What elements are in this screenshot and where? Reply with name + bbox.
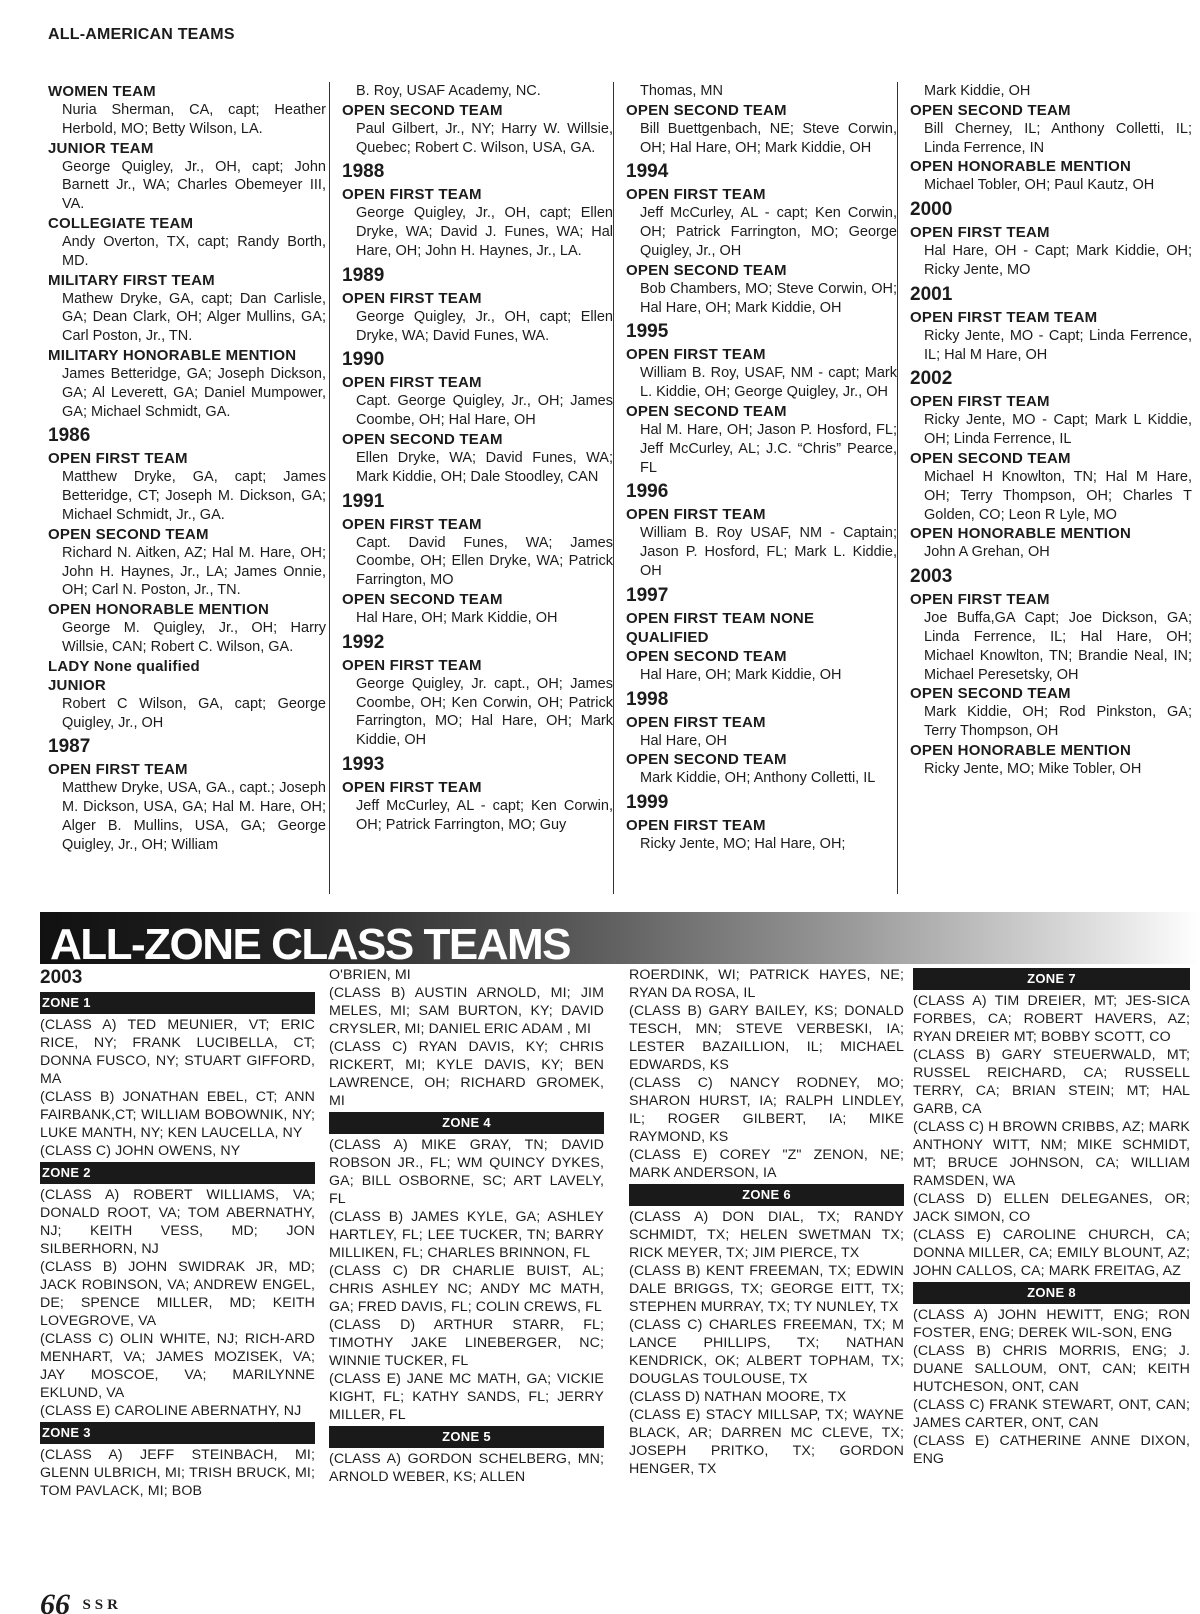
year-heading: 2000 [910, 199, 953, 221]
team-heading: OPEN FIRST TEAM [342, 186, 482, 204]
class-entry: (CLASS A) ROBERT WILLIAMS, VA; DONALD ROOT, VA; TOM ABERNATHY, NJ; KEITH VESS, MD; JON SILBERHORN, NJ [40, 1187, 315, 1257]
class-entry: (CLASS B) GARY STEUERWALD, MT; RUSSEL REICHARD, CA; RUSSELL TERRY, CA; BRIAN STEIN; MT; HAL GARB, CA [913, 1047, 1190, 1117]
team-members: Bill Cherney, IL; Anthony Colletti, IL; Linda Ferrence, IN [924, 120, 1192, 156]
all-zone-columns [40, 966, 1192, 1556]
team-members: Hal Hare, OH; Mark Kiddie, OH [640, 666, 842, 683]
team-members: George Quigley, Jr. capt., OH; James Coombe, OH; Ken Corwin, OH; Patrick Farrington, MO; Hal Hare, OH; Mark Kiddie, OH [356, 675, 613, 749]
class-entry: (CLASS A) TIM DREIER, MT; JES-SICA FORBES, CA; ROBERT HAVERS, AZ; RYAN DREIER MT; BOBBY SCOTT, CO [913, 993, 1190, 1045]
team-heading: OPEN SECOND TEAM [626, 261, 787, 279]
team-heading: OPEN SECOND TEAM [910, 101, 1071, 119]
team-members: Hal M. Hare, OH; Jason P. Hosford, FL; Jeff McCurley, AL; J.C. “Chris” Pearce, FL [640, 421, 897, 476]
team-heading: OPEN FIRST TEAM [626, 713, 766, 731]
team-members: Matthew Dryke, USA, GA., capt.; Joseph M. Dickson, USA, GA; Hal M. Hare, OH; Alger B. Mullins, USA, GA; George Quigley, Jr., OH; William [62, 780, 326, 853]
team-members: Ricky Jente, MO - Capt; Mark L Kiddie, OH; Linda Ferrence, IL [924, 412, 1192, 448]
class-entry: (CLASS D) ELLEN DELEGANES, OR; JACK SIMON, CO [913, 1191, 1190, 1225]
year-heading: 1987 [48, 736, 91, 758]
team-members: George Quigley, Jr., OH, capt; Ellen Dryke, WA; David Funes, WA. [356, 308, 613, 344]
class-entry: (CLASS B) JONATHAN EBEL, CT; ANN FAIRBANK,CT; WILLIAM BOBOWNIK, NY; LUKE MANTH, NY; KEN LAUCELLA, NY [40, 1089, 315, 1141]
class-entry: (CLASS D) NATHAN MOORE, TX [629, 1389, 847, 1405]
team-heading: OPEN HONORABLE MENTION [48, 601, 270, 619]
team-heading: COLLEGIATE TEAM [48, 214, 194, 232]
year-heading: 1998 [626, 688, 669, 710]
zone-header: ZONE 1 [40, 992, 315, 1014]
team-members: Michael Tobler, OH; Paul Kautz, OH [924, 177, 1155, 194]
zone-header: ZONE 6 [629, 1184, 904, 1206]
team-members: Ellen Dryke, WA; David Funes, WA; Mark Kiddie, OH; Dale Stoodley, CAN [356, 449, 613, 485]
zone-column-1 [40, 966, 315, 1556]
team-members: Nuria Sherman, CA, capt; Heather Herbold, MO; Betty Wilson, LA. [62, 102, 326, 137]
team-heading: OPEN SECOND TEAM [342, 101, 503, 119]
year-heading: 2003 [40, 967, 83, 988]
class-entry: (CLASS C) DR CHARLIE BUIST, AL; CHRIS ASHLEY NC; ANDY MC MATH, GA; FRED DAVIS, FL; COLIN CREWS, FL [329, 1263, 604, 1315]
class-entry: (CLASS C) RYAN DAVIS, KY; CHRIS RICKERT, MI; KYLE DAVIS, KY; BEN LAWRENCE, OH; RICHARD GROMEK, MI [329, 1039, 604, 1109]
team-heading: OPEN FIRST TEAM [48, 761, 188, 779]
page-number: 66 [40, 1588, 70, 1614]
zone-header: ZONE 2 [40, 1162, 315, 1184]
year-heading: 1999 [626, 792, 669, 814]
team-heading: OPEN FIRST TEAM [342, 289, 482, 307]
team-heading: OPEN FIRST TEAM [910, 591, 1050, 609]
team-members: George Quigley, Jr., OH, capt; John Barnett Jr., WA; Charles Obemeyer III, VA. [62, 158, 326, 213]
team-heading: OPEN SECOND TEAM [342, 590, 503, 608]
year-heading: 1986 [48, 425, 91, 447]
all-zone-banner [40, 912, 1200, 964]
team-members: Capt. David Funes, WA; James Coombe, OH; Ellen Dryke, WA; Patrick Farrington, MO [356, 534, 613, 589]
class-entry: (CLASS E) CATHERINE ANNE DIXON, ENG [913, 1433, 1190, 1467]
team-members: William B. Roy USAF, NM - Captain; Jason P. Hosford, FL; Mark L. Kiddie, OH [640, 525, 897, 579]
team-heading: OPEN SECOND TEAM [910, 685, 1071, 703]
zone-column-4 [913, 966, 1190, 1556]
class-entry: (CLASS B) GARY BAILEY, KS; DONALD TESCH, MN; STEVE VERBESKI, IA; LESTER BAZAILLION, IL; MICHAEL EDWARDS, KS [629, 1003, 904, 1073]
team-heading: OPEN FIRST TEAM [342, 656, 482, 674]
team-heading: MILITARY FIRST TEAM [48, 271, 215, 289]
class-entry: (CLASS C) JOHN OWENS, NY [40, 1143, 241, 1159]
zone-header: ZONE 3 [40, 1422, 315, 1444]
class-entry: (CLASS A) DON DIAL, TX; RANDY SCHMIDT, TX; HELEN SWETMAN TX; RICK MEYER, TX; JIM PIERCE, TX [629, 1209, 904, 1261]
publication-name: SSR [82, 1596, 122, 1613]
team-heading: JUNIOR TEAM [48, 139, 154, 157]
team-heading: LADY None qualified [48, 657, 200, 675]
team-heading: OPEN SECOND TEAM [910, 449, 1071, 467]
team-members: Hal Hare, OH; Mark Kiddie, OH [356, 609, 558, 626]
team-members: James Betteridge, GA; Joseph Dickson, GA; Al Leverett, GA; Daniel Mumpower, GA; Michael Schmidt, GA. [62, 365, 326, 420]
team-members: Hal Hare, OH - Capt; Mark Kiddie, OH; Ricky Jente, MO [924, 243, 1192, 278]
year-heading: 1993 [342, 753, 385, 775]
team-heading: OPEN FIRST TEAM [910, 224, 1050, 242]
page-footer [40, 1588, 122, 1614]
year-heading: 1996 [626, 481, 669, 503]
column-1 [44, 82, 326, 894]
team-members: George Quigley, Jr., OH, capt; Ellen Dryke, WA; David J. Funes, WA; Hal Hare, OH; John H. Haynes, Jr., LA. [356, 205, 613, 259]
team-heading: JUNIOR [48, 676, 106, 694]
team-members: Jeff McCurley, AL - capt; Ken Corwin, OH; Patrick Farrington, MO; George Quigley, Jr., OH [640, 205, 897, 259]
team-members: Ricky Jente, MO; Mike Tobler, OH [924, 760, 1142, 777]
team-heading: OPEN FIRST TEAM [342, 374, 482, 392]
team-members: John A Grehan, OH [924, 544, 1050, 561]
class-entry: (CLASS E) STACY MILLSAP, TX; WAYNE BLACK, AR; DARREN MC CLEVE, TX; JOSEPH PRITKO, TX; GORDON HENGER, TX [629, 1407, 904, 1477]
year-heading: 2002 [910, 368, 953, 390]
year-heading: 2003 [910, 566, 953, 588]
team-members: Robert C Wilson, GA, capt; George Quigley, Jr., OH [62, 695, 326, 731]
team-heading: OPEN FIRST TEAM [626, 506, 766, 524]
team-members: Richard N. Aitken, AZ; Hal M. Hare, OH; John H. Haynes, Jr., LA; James Onnie, OH; Carl N. Poston, Jr., TN. [62, 544, 326, 599]
team-members: Mark Kiddie, OH; Anthony Colletti, IL [640, 770, 876, 787]
team-members: Hal Hare, OH [640, 732, 728, 749]
class-entry: (CLASS A) TED MEUNIER, VT; ERIC RICE, NY; FRANK LUCIBELLA, CT; DONNA FUSCO, NY; STUART GIFFORD, MA [40, 1017, 315, 1087]
class-entry: (CLASS A) MIKE GRAY, TN; DAVID ROBSON JR., FL; WM QUINCY DYKES, GA; BILL OSBORNE, SC; ART LAVELY, FL [329, 1137, 604, 1207]
class-entry: (CLASS B) CHRIS MORRIS, ENG; J. DUANE SALLOUM, ONT, CAN; KEITH HUTCHESON, ONT, CAN [913, 1343, 1190, 1395]
team-members: George M. Quigley, Jr., OH; Harry Willsie, CAN; Robert C. Wilson, GA. [62, 620, 326, 655]
class-entry: (CLASS E) COREY "Z" ZENON, NE; MARK ANDERSON, IA [629, 1147, 904, 1181]
year-heading: 1997 [626, 584, 669, 606]
class-entry: (CLASS C) H BROWN CRIBBS, AZ; MARK ANTHONY WITT, NM; MIKE SCHMIDT, MT; BRUCE JOHNSON, CA; WILLIAM RAMSDEN, WA [913, 1119, 1190, 1189]
section-title: ALL-ZONE CLASS TEAMS [50, 920, 570, 964]
team-members: Matthew Dryke, GA, capt; James Betteridge, CT; Joseph M. Dickson, GA; Michael Schmidt, Jr., GA. [62, 469, 326, 523]
class-entry: (CLASS B) AUSTIN ARNOLD, MI; JIM MELES, MI; SAM BURTON, KY; DAVID CRYSLER, MI; DANIEL ERIC ADAM , MI [329, 985, 604, 1037]
team-members: Mark Kiddie, OH; Rod Pinkston, GA; Terry Thompson, OH [924, 704, 1192, 740]
year-heading: 1990 [342, 349, 385, 371]
class-entry: (CLASS A) JEFF STEINBACH, MI; GLENN ULBRICH, MI; TRISH BRUCK, MI; TOM PAVLACK, MI; BOB [40, 1447, 315, 1499]
all-american-columns [44, 82, 1192, 894]
year-heading: 2001 [910, 283, 953, 305]
class-entry: (CLASS E) CAROLINE CHURCH, CA; DONNA MILLER, CA; EMILY BLOUNT, AZ; JOHN CALLOS, CA; MARK FREITAG, AZ [913, 1227, 1190, 1279]
class-entry: ROERDINK, WI; PATRICK HAYES, NE; RYAN DA ROSA, IL [629, 967, 904, 1001]
class-entry: (CLASS C) FRANK STEWART, ONT, CAN; JAMES CARTER, ONT, CAN [913, 1397, 1190, 1431]
zone-column-3 [629, 966, 904, 1556]
team-heading: OPEN FIRST TEAM TEAM [910, 308, 1098, 326]
team-heading: OPEN SECOND TEAM [342, 430, 503, 448]
zone-column-2 [329, 966, 604, 1556]
class-entry: (CLASS C) OLIN WHITE, NJ; RICH-ARD MENHART, VA; JAMES MOZISEK, VA; JAY MOSCOE, VA; MARILYNNE EKLUND, VA [40, 1331, 315, 1401]
team-heading: OPEN SECOND TEAM [48, 525, 209, 543]
class-entry: O'BRIEN, MI [329, 967, 411, 983]
team-members: William B. Roy, USAF, NM - capt; Mark L. Kiddie, OH; George Quigley, Jr., OH [640, 365, 897, 401]
team-members: Ricky Jente, MO - Capt; Linda Ferrence, IL; Hal M Hare, OH [924, 327, 1192, 363]
team-members: Michael H Knowlton, TN; Hal M Hare, OH; Terry Thompson, OH; Charles T Golden, CO; Leon R Lyle, MO [924, 468, 1192, 523]
team-members: Bill Buettgenbach, NE; Steve Corwin, OH; Hal Hare, OH; Mark Kiddie, OH [640, 120, 897, 156]
class-entry: (CLASS B) JAMES KYLE, GA; ASHLEY HARTLEY, FL; LEE TUCKER, TN; BARRY MILLIKEN, FL; CHARLES BRINNON, FL [329, 1209, 604, 1261]
page-title: ALL-AMERICAN TEAMS [48, 26, 235, 43]
team-heading: MILITARY HONORABLE MENTION [48, 346, 297, 364]
team-heading: OPEN HONORABLE MENTION [910, 525, 1132, 543]
team-heading: OPEN HONORABLE MENTION [910, 158, 1132, 176]
team-heading: OPEN FIRST TEAM [626, 817, 766, 835]
team-heading: OPEN FIRST TEAM [626, 346, 766, 364]
column-3 [613, 82, 897, 894]
year-heading: 1991 [342, 490, 385, 512]
team-heading: OPEN SECOND TEAM [626, 402, 787, 420]
team-members: Thomas, MN [640, 83, 723, 99]
team-members: Ricky Jente, MO; Hal Hare, OH; [640, 836, 846, 853]
team-heading: OPEN SECOND TEAM [626, 647, 787, 665]
team-heading: OPEN FIRST TEAM NONE QUALIFIED [626, 609, 815, 646]
column-2 [329, 82, 613, 894]
column-4 [897, 82, 1192, 894]
team-heading: OPEN FIRST TEAM [626, 186, 766, 204]
class-entry: (CLASS E) JANE MC MATH, GA; VICKIE KIGHT, FL; KATHY SANDS, FL; JERRY MILLER, FL [329, 1371, 604, 1423]
team-heading: WOMEN TEAM [48, 83, 156, 100]
class-entry: (CLASS A) JOHN HEWITT, ENG; RON FOSTER, ENG; DEREK WIL-SON, ENG [913, 1307, 1190, 1341]
team-members: Mathew Dryke, GA, capt; Dan Carlisle, GA; Dean Clark, OH; Alger Mullins, GA; Carl Poston, Jr., TN. [62, 290, 326, 345]
team-members: Capt. George Quigley, Jr., OH; James Coombe, OH; Hal Hare, OH [356, 393, 613, 429]
year-heading: 1992 [342, 631, 385, 653]
zone-header: ZONE 7 [913, 968, 1190, 990]
year-heading: 1995 [626, 321, 669, 343]
team-members: Jeff McCurley, AL - capt; Ken Corwin, OH; Patrick Farrington, MO; Guy [356, 797, 613, 833]
team-heading: OPEN FIRST TEAM [342, 778, 482, 796]
team-members: Joe Buffa,GA Capt; Joe Dickson, GA; Linda Ferrence, IL; Hal Hare, OH; Michael Knowlton, TN; Brandie Neal, IN; Michael Peresetsky, OH [924, 610, 1192, 683]
class-entry: (CLASS A) GORDON SCHELBERG, MN; ARNOLD WEBER, KS; ALLEN [329, 1451, 604, 1485]
class-entry: (CLASS B) JOHN SWIDRAK JR, MD; JACK ROBINSON, VA; ANDREW ENGEL, DE; SPENCE MILLER, MD; KEITH LOVEGROVE, VA [40, 1259, 315, 1329]
year-heading: 1989 [342, 264, 385, 286]
zone-header: ZONE 8 [913, 1282, 1190, 1304]
class-entry: (CLASS B) KENT FREEMAN, TX; EDWIN DALE BRIGGS, TX; GEORGE EITT, TX; STEPHEN MURRAY, TX; TY NUNLEY, TX [629, 1263, 904, 1315]
zone-header: ZONE 5 [329, 1426, 604, 1448]
class-entry: (CLASS C) CHARLES FREEMAN, TX; M LANCE PHILLIPS, TX; NATHAN KENDRICK, OK; ALBERT TOPHAM, TX; DOUGLAS TOULOUSE, TX [629, 1317, 904, 1387]
year-heading: 1988 [342, 161, 385, 183]
team-heading: OPEN FIRST TEAM [48, 450, 188, 468]
team-heading: OPEN FIRST TEAM [342, 515, 482, 533]
team-members: Paul Gilbert, Jr., NY; Harry W. Willsie, Quebec; Robert C. Wilson, USA, GA. [356, 120, 613, 156]
team-members: B. Roy, USAF Academy, NC. [356, 83, 541, 99]
team-members: Mark Kiddie, OH [924, 83, 1031, 99]
team-members: Andy Overton, TX, capt; Randy Borth, MD. [62, 233, 326, 269]
class-entry: (CLASS C) NANCY RODNEY, MO; SHARON HURST, IA; RALPH LINDLEY, IL; ROGER GILBERT, IA; MIKE RAYMOND, KS [629, 1075, 904, 1145]
team-heading: OPEN HONORABLE MENTION [910, 741, 1132, 759]
class-entry: (CLASS D) ARTHUR STARR, FL; TIMOTHY JAKE LINEBERGER, NC; WINNIE TUCKER, FL [329, 1317, 604, 1369]
team-members: Bob Chambers, MO; Steve Corwin, OH; Hal Hare, OH; Mark Kiddie, OH [640, 280, 897, 316]
year-heading: 1994 [626, 161, 669, 183]
class-entry: (CLASS E) CAROLINE ABERNATHY, NJ [40, 1403, 302, 1419]
team-heading: OPEN SECOND TEAM [626, 751, 787, 769]
team-heading: OPEN FIRST TEAM [910, 393, 1050, 411]
team-heading: OPEN SECOND TEAM [626, 101, 787, 119]
zone-header: ZONE 4 [329, 1112, 604, 1134]
